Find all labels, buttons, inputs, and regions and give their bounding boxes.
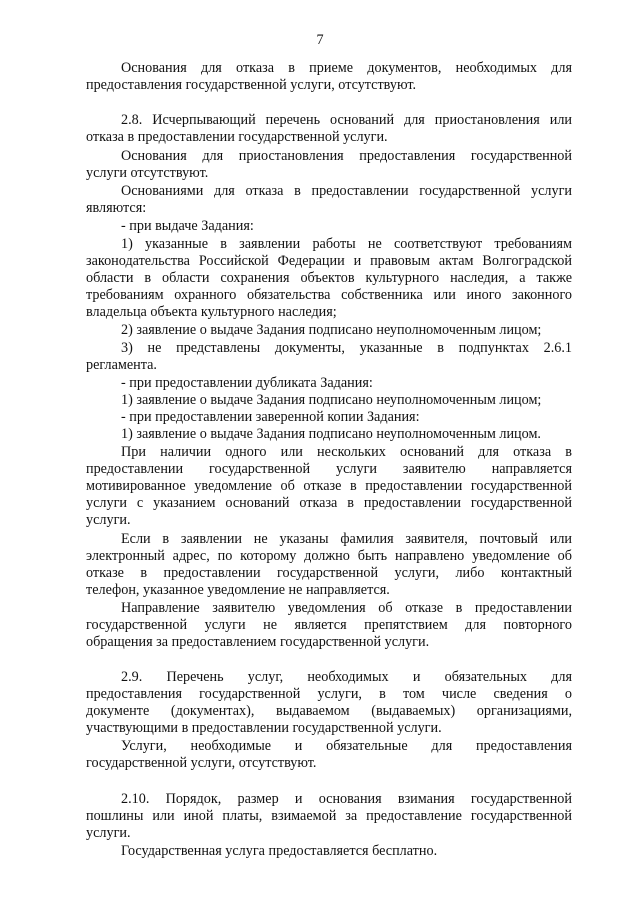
text-line: Государственная услуга предоставляется бесплатно. <box>121 843 438 859</box>
text-line: участвующими в предоставлении государственной услуги. <box>86 720 442 736</box>
text-line: При наличии одного или нескольких оснований для отказа в <box>121 444 572 460</box>
text-line: обращения за предоставлением государственной услуги. <box>86 634 430 650</box>
text-line: 2.10. Порядок, размер и основания взимания государственной <box>121 791 572 807</box>
text-line: требованиям охранного обязательства собственника или иного законного <box>86 287 572 303</box>
text-line: Основания для приостановления предоставления государственной <box>121 148 572 164</box>
text-line: услуги. <box>86 512 131 528</box>
text-line: государственной услуги, отсутствуют. <box>86 755 317 771</box>
text-line: государственной услуги не является препятствием для повторного <box>86 617 572 633</box>
text-line: отказа в предоставлении государственной услуги. <box>86 129 388 145</box>
text-line: Услуги, необходимые и обязательные для предоставления <box>121 738 572 754</box>
text-line: документе (документах), выдаваемом (выдаваемых) организациями, <box>86 703 572 719</box>
text-line: 2) заявление о выдаче Задания подписано неуполномоченным лицом; <box>121 322 542 338</box>
text-line: услуги. <box>86 825 131 841</box>
text-line: телефон, указанное уведомление не направляется. <box>86 582 390 598</box>
page-number: 7 <box>316 32 324 48</box>
text-line: 1) указанные в заявлении работы не соответствуют требованиям <box>121 236 572 252</box>
text-line: являются: <box>86 200 147 216</box>
text-line: Направление заявителю уведомления об отказе в предоставлении <box>121 600 572 616</box>
text-line: электронный адрес, по которому должно быть направлено уведомление об <box>86 548 572 564</box>
text-line: Если в заявлении не указаны фамилия заявителя, почтовый или <box>121 531 572 547</box>
text-line: 3) не представлены документы, указанные в подпунктах 2.6.1 <box>121 340 572 356</box>
text-line: предоставления государственной услуги, отсутствуют. <box>86 77 417 93</box>
text-line: 1) заявление о выдаче Задания подписано неуполномоченным лицом. <box>121 426 541 442</box>
text-line: регламента. <box>86 357 157 373</box>
text-line: - при выдаче Задания: <box>121 218 254 234</box>
text-line: Основаниями для отказа в предоставлении государственной услуги <box>121 183 572 199</box>
text-line: - при предоставлении дубликата Задания: <box>121 375 373 391</box>
text-line: пошлины или иной платы, взимаемой за предоставление государственной <box>86 808 572 824</box>
text-line: мотивированное уведомление об отказе в предоставлении государственной <box>86 478 572 494</box>
text-line: области в области сохранения объектов культурного наследия, а также <box>86 270 572 286</box>
text-line: Основания для отказа в приеме документов, необходимых для <box>121 60 572 76</box>
text-line: услуги с указанием оснований отказа в предоставлении государственной <box>86 495 572 511</box>
text-line: владельца объекта культурного наследия; <box>86 304 337 320</box>
text-line: отказе в предоставлении государственной услуги, либо контактный <box>86 565 572 581</box>
text-line: предоставлении государственной услуги заявителю направляется <box>86 461 572 477</box>
text-line: - при предоставлении заверенной копии Задания: <box>121 409 420 425</box>
text-line: законодательства Российской Федерации и правовым актам Волгоградской <box>86 253 572 269</box>
text-line: 2.8. Исчерпывающий перечень оснований для приостановления или <box>121 112 572 128</box>
text-line: 2.9. Перечень услуг, необходимых и обязательных для <box>121 669 572 685</box>
text-line: 1) заявление о выдаче Задания подписано неуполномоченным лицом; <box>121 392 542 408</box>
text-line: услуги отсутствуют. <box>86 165 209 181</box>
text-line: предоставления государственной услуги, в том числе сведения о <box>86 686 572 702</box>
